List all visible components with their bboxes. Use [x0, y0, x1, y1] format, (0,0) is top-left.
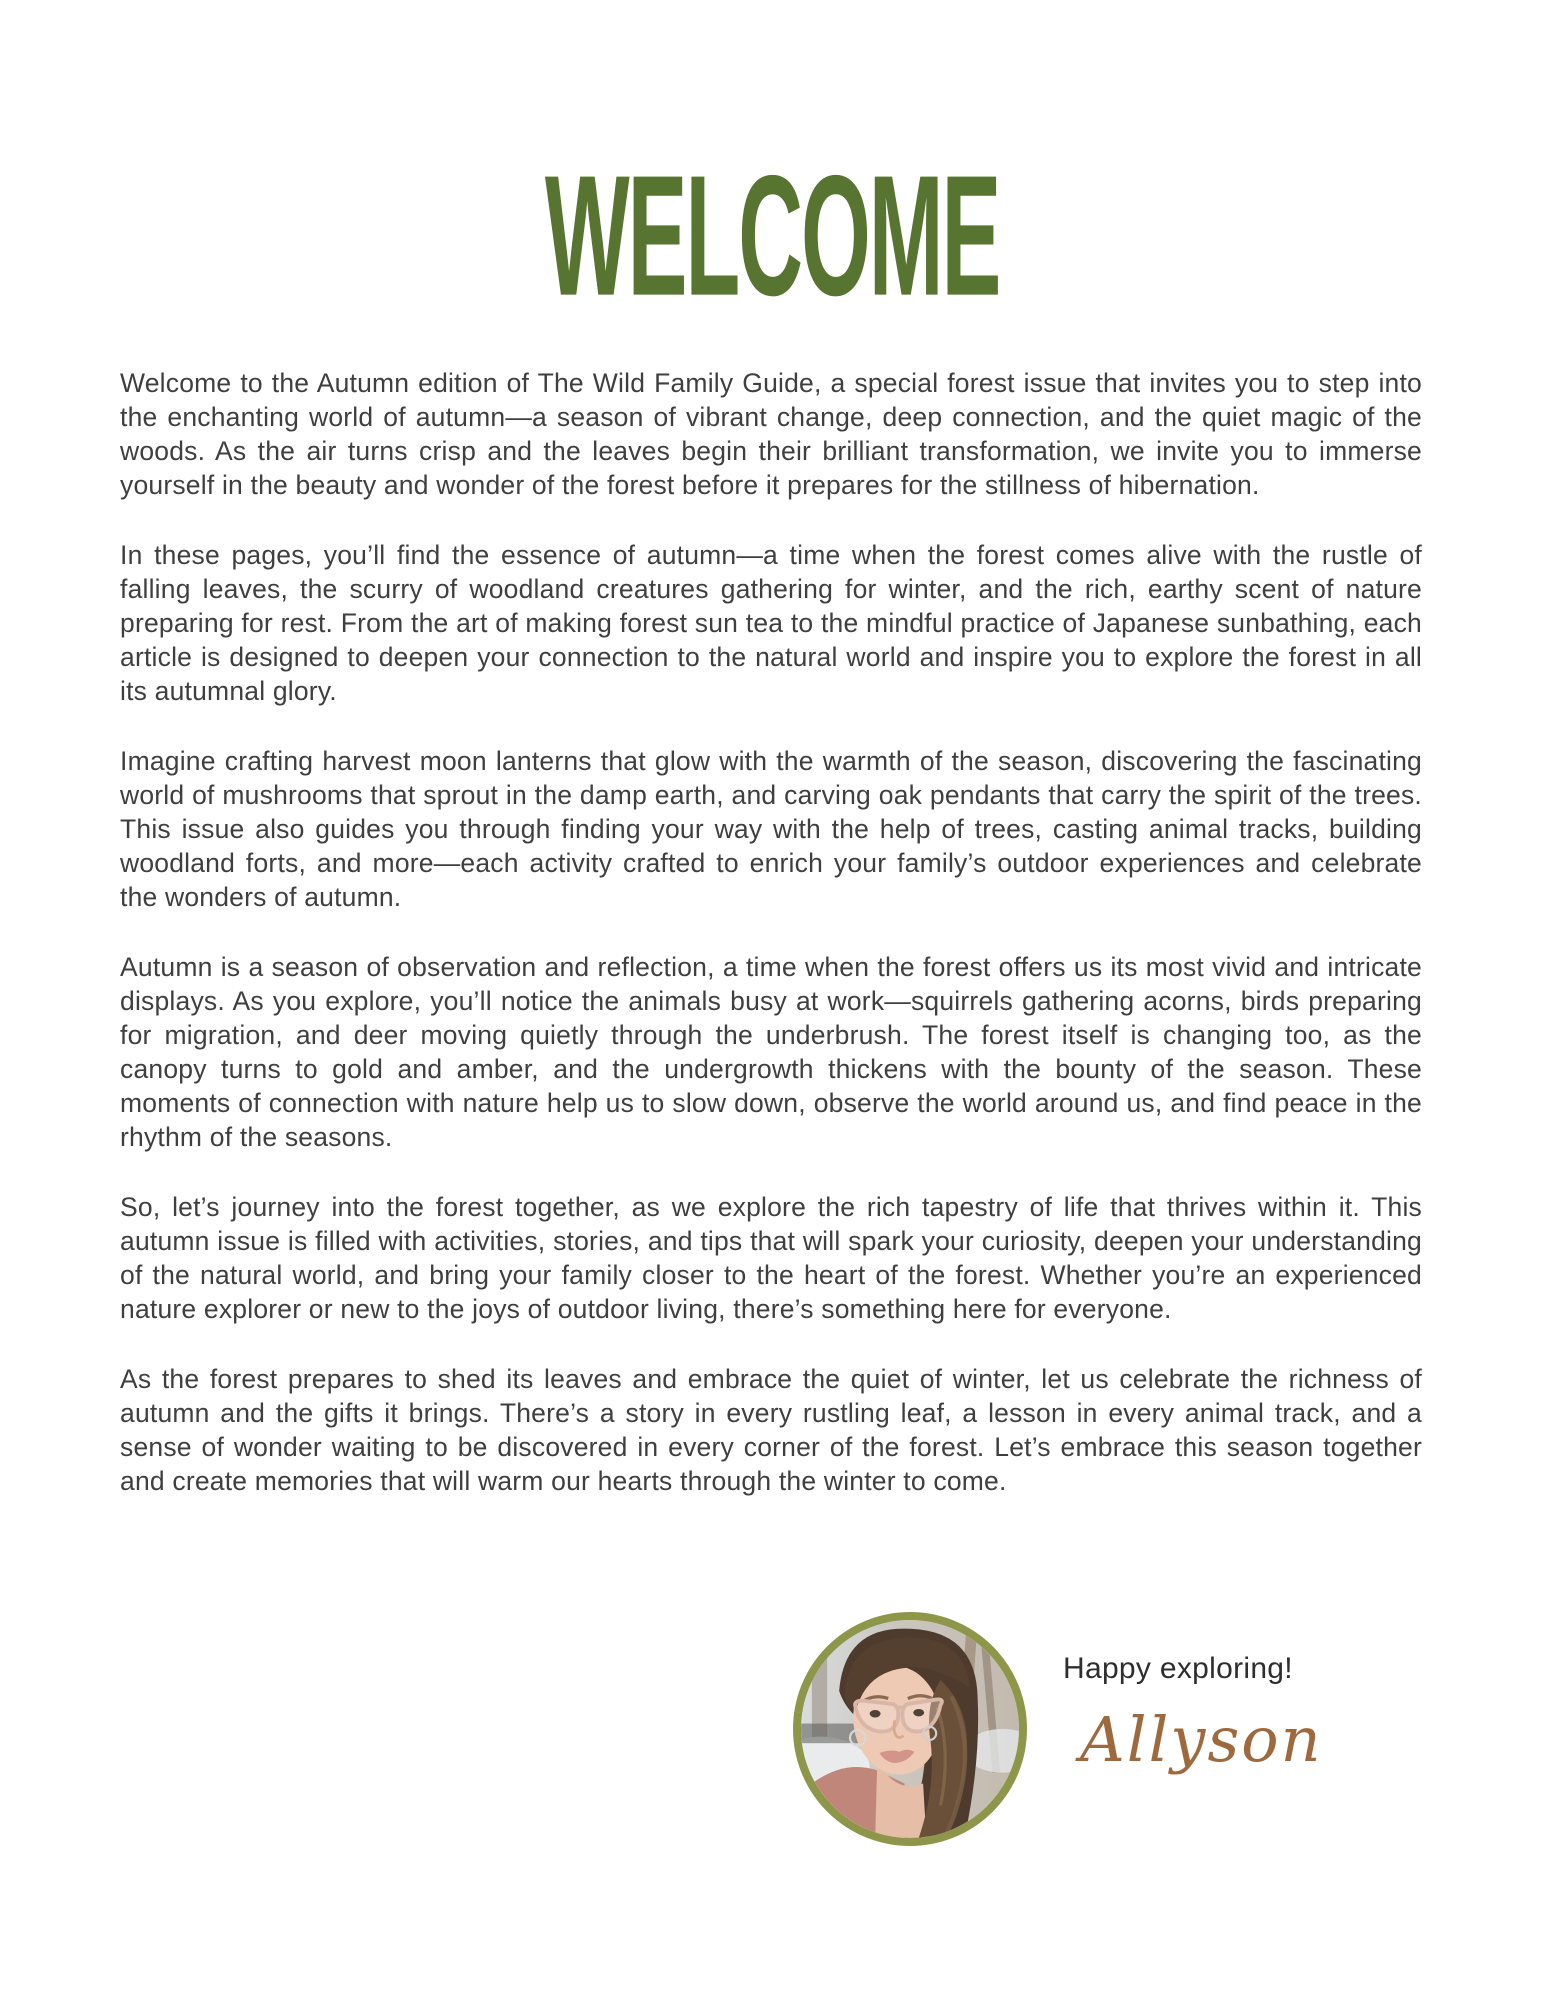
welcome-letter [120, 366, 1422, 1498]
closing-text: Happy exploring! [1063, 1652, 1293, 1685]
letter-paragraph-4: Autumn is a season of observation and reflection, a time when the forest offers us its most vivid and intricate displays. As you explore, you’ll notice the animals busy at work—squirrels gathering acorns, birds preparing for migration, and deer moving quietly through the underbrush. The forest itself is changing too, as the canopy turns to gold and amber, and the undergrowth thickens with the bounty of the season. These moments of connection with nature help us to slow down, observe the world around us, and find peace in the rhythm of the seasons. [120, 952, 1422, 1152]
author-photo [793, 1612, 1027, 1846]
page-title-text: WELCOME [545, 139, 1000, 332]
page-title [0, 139, 1545, 332]
author-portrait-illustration [801, 1620, 1019, 1838]
letter-paragraph-5: So, let’s journey into the forest together, as we explore the rich tapestry of life that thrives within it. This autumn issue is filled with activities, stories, and tips that will spark your curiosity, deepen your understanding of the natural world, and bring your family closer to the heart of the forest. Whether you’re an experienced nature explorer or new to the joys of outdoor living, there’s something here for everyone. [120, 1192, 1422, 1324]
letter-paragraph-3: Imagine crafting harvest moon lanterns that glow with the warmth of the season, discovering the fascinating world of mushrooms that sprout in the damp earth, and carving oak pendants that carry the spirit of the trees. This issue also guides you through finding your way with the help of trees, casting animal tracks, building woodland forts, and more—each activity crafted to enrich your family’s outdoor experiences and celebrate the wonders of autumn. [120, 746, 1422, 912]
letter-paragraph-6: As the forest prepares to shed its leaves and embrace the quiet of winter, let us celebrate the richness of autumn and the gifts it brings. There’s a story in every rustling leaf, a lesson in every animal track, and a sense of wonder waiting to be discovered in every corner of the forest. Let’s embrace this season together and create memories that will warm our hearts through the winter to come. [120, 1364, 1422, 1496]
letter-paragraph-1: Welcome to the Autumn edition of The Wild Family Guide, a special forest issue that invites you to step into the enchanting world of autumn—a season of vibrant change, deep connection, and the quiet magic of the woods. As the air turns crisp and the leaves begin their brilliant transformation, we invite you to immerse yourself in the beauty and wonder of the forest before it prepares for the stillness of hibernation. [120, 368, 1422, 500]
signature: Allyson [1080, 1703, 1323, 1776]
letter-paragraph-2: In these pages, you’ll find the essence of autumn—a time when the forest comes alive with the rustle of falling leaves, the scurry of woodland creatures gathering for winter, and the rich, earthy scent of nature preparing for rest. From the art of making forest sun tea to the mindful practice of Japanese sunbathing, each article is designed to deepen your connection to the natural world and inspire you to explore the forest in all its autumnal glory. [120, 540, 1422, 706]
